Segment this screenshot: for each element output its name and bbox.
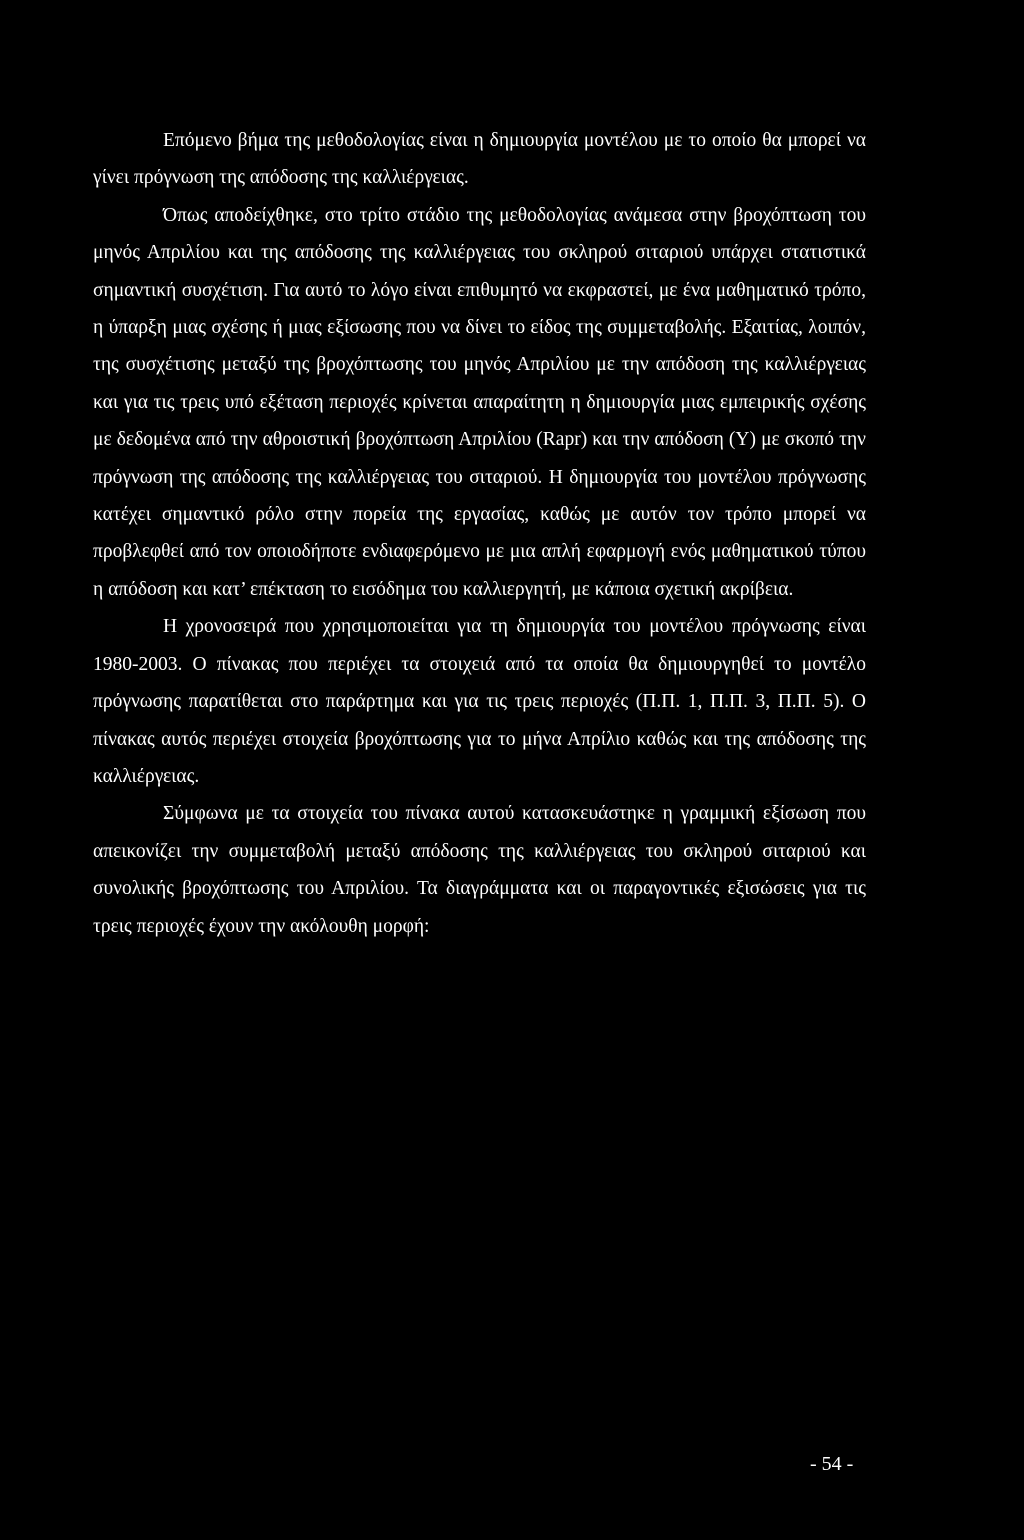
document-body <box>93 122 866 945</box>
paragraph-methodology-intro: Επόμενο βήμα της μεθοδολογίας είναι η δημιουργία μοντέλου με το οποίο θα μπορεί να γίνει πρόγνωση της απόδοσης της καλλιέργειας. <box>93 130 866 189</box>
page-number: - 54 - <box>810 1453 854 1475</box>
paragraph-time-series: Η χρονοσειρά που χρησιμοποιείται για τη δημιουργία του μοντέλου πρόγνωσης είναι 1980-2003. Ο πίνακας που περιέχει τα στοιχειά από τα οποία θα δημιουργηθεί το μοντέλο πρόγνωσης παρατίθεται στο παράρτημα και για τις τρεις περιοχές (Π.Π. 1, Π.Π. 3, Π.Π. 5). Ο πίνακας αυτός περιέχει στοιχεία βροχόπτωσης για το μήνα Απρίλιο καθώς και της απόδοσης της καλλιέργειας. <box>93 616 866 787</box>
paragraph-correlation: Όπως αποδείχθηκε, στο τρίτο στάδιο της μεθοδολογίας ανάμεσα στην βροχόπτωση του μηνός Απριλίου και της απόδοσης της καλλιέργειας του σκληρού σιταριού υπάρχει στατιστικά σημαντική συσχέτιση. Για αυτό το λόγο είναι επιθυμητό να εκφραστεί, με ένα μαθηματικό τρόπο, η ύπαρξη μιας σχέσης ή μιας εξίσωσης που να δίνει το είδος της συμμεταβολής. Εξαιτίας, λοιπόν, της συσχέτισης μεταξύ της βροχόπτωσης του μηνός Απριλίου με την απόδοση της καλλιέργειας και για τις τρεις υπό εξέταση περιοχές κρίνεται απαραίτητη η δημιουργία μιας εμπειρικής σχέσης με δεδομένα από την αθροιστική βροχόπτωση Απριλίου (Rapr) και την απόδοση (Y) με σκοπό την πρόγνωση της απόδοσης της καλλιέργειας του σιταριού. Η δημιουργία του μοντέλου πρόγνωσης κατέχει σημαντικό ρόλο στην πορεία της εργασίας, καθώς με αυτόν τον τρόπο μπορεί να προβλεφθεί από τον οποιοδήποτε ενδιαφερόμενο με μια απλή εφαρμογή ενός μαθηματικού τύπου η απόδοση και κατ’ επέκταση το εισόδημα του καλλιεργητή, με κάποια σχετική ακρίβεια. <box>93 204 866 600</box>
paragraph-equations-intro: Σύμφωνα με τα στοιχεία του πίνακα αυτού κατασκευάστηκε η γραμμική εξίσωση που απεικονίζει την συμμεταβολή μεταξύ απόδοσης της καλλιέργειας του σκληρού σιταριού και συνολικής βροχόπτωσης του Απριλίου. Τα διαγράμματα και οι παραγοντικές εξισώσεις για τις τρεις περιοχές έχουν την ακόλουθη μορφή: <box>93 803 866 937</box>
